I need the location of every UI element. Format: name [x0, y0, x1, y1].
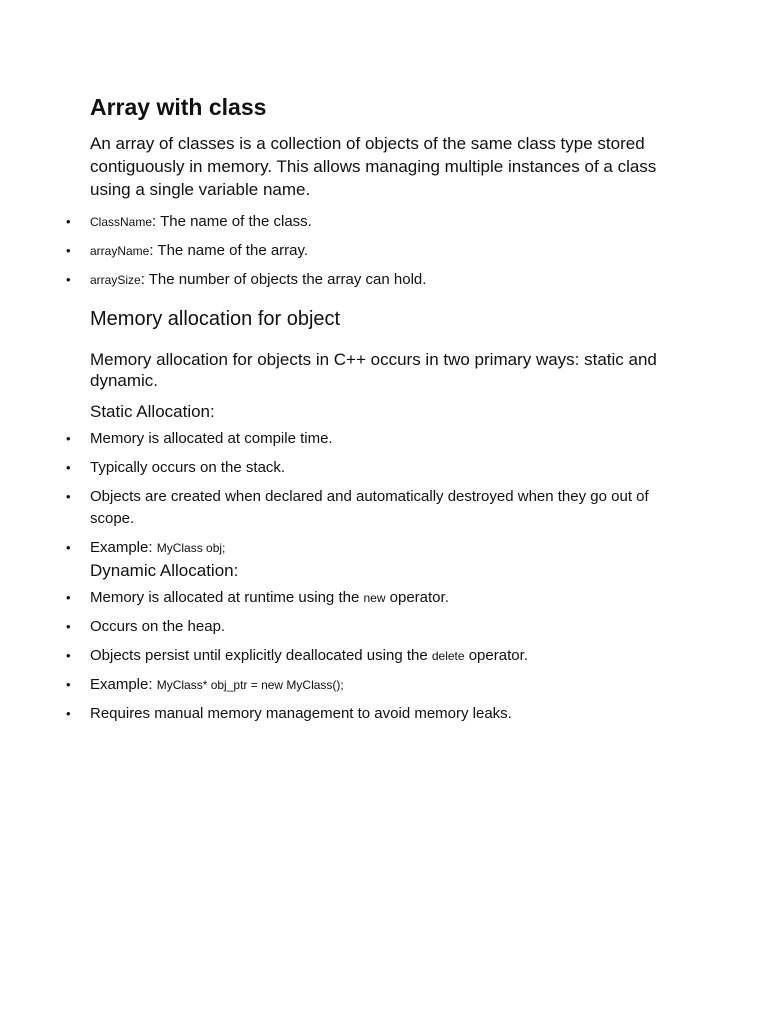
list-item-text: operator. — [385, 589, 449, 606]
intro-paragraph: An array of classes is a collection of objects of the same class type stored contiguously in memory. This allows managing multiple instances of a class using a single variable name. — [90, 134, 657, 199]
dynamic-allocation-list — [66, 587, 690, 725]
static-allocation-list — [66, 428, 690, 559]
page-title: Array with class — [90, 94, 267, 120]
subsection-heading-static: Static Allocation: — [90, 402, 215, 421]
list-item-text: Requires manual memory management to avoid memory leaks. — [90, 705, 512, 722]
code-term: ClassName — [90, 215, 153, 229]
list-item-text: Memory is allocated at compile time. — [90, 430, 333, 447]
list-item-text: Objects are created when declared and automatically destroyed when they go out of scope. — [90, 488, 649, 527]
list-item — [66, 428, 690, 450]
subsection-heading-dynamic: Dynamic Allocation: — [90, 561, 239, 580]
code-keyword: new — [363, 591, 386, 605]
list-item — [66, 240, 690, 262]
list-item — [66, 457, 690, 479]
bullet-icon: • — [66, 677, 71, 692]
term-description: : The name of the array. — [149, 242, 309, 259]
bullet-icon: • — [66, 243, 71, 258]
list-item — [66, 486, 690, 530]
code-term: arrayName — [90, 244, 150, 258]
bullet-icon: • — [66, 706, 71, 721]
bullet-icon: • — [66, 540, 71, 555]
list-item — [66, 537, 690, 559]
bullet-icon: • — [66, 619, 71, 634]
list-item — [66, 616, 690, 638]
bullet-icon: • — [66, 489, 71, 504]
example-label: Example: — [90, 539, 157, 556]
example-label: Example: — [90, 676, 157, 693]
list-item-text: Memory is allocated at runtime using the — [90, 589, 364, 606]
list-item — [66, 645, 690, 667]
list-item — [66, 587, 690, 609]
section-heading: Memory allocation for object — [90, 308, 341, 330]
list-item — [66, 269, 690, 291]
code-keyword: delete — [431, 649, 465, 663]
bullet-icon: • — [66, 590, 71, 605]
list-item — [66, 211, 690, 233]
code-snippet: MyClass obj; — [156, 541, 226, 555]
term-description: : The name of the class. — [152, 213, 312, 230]
bullet-icon: • — [66, 431, 71, 446]
term-description: : The number of objects the array can hold. — [140, 271, 427, 288]
list-item-text: Objects persist until explicitly deallocated using the — [90, 647, 432, 664]
list-item-text: operator. — [464, 647, 528, 664]
list-item-text: Typically occurs on the stack. — [90, 459, 286, 476]
code-term: arraySize — [90, 273, 141, 287]
bullet-icon: • — [66, 460, 71, 475]
bullet-icon: • — [66, 648, 71, 663]
document-content — [66, 92, 690, 732]
code-snippet: MyClass* obj_ptr = new MyClass(); — [156, 678, 344, 692]
bullet-icon: • — [66, 272, 71, 287]
list-item — [66, 674, 690, 696]
list-item-text: Occurs on the heap. — [90, 618, 226, 635]
definition-list — [66, 211, 690, 291]
list-item — [66, 703, 690, 725]
section-intro: Memory allocation for objects in C++ occurs in two primary ways: static and dynamic. — [90, 350, 657, 390]
bullet-icon: • — [66, 214, 71, 229]
